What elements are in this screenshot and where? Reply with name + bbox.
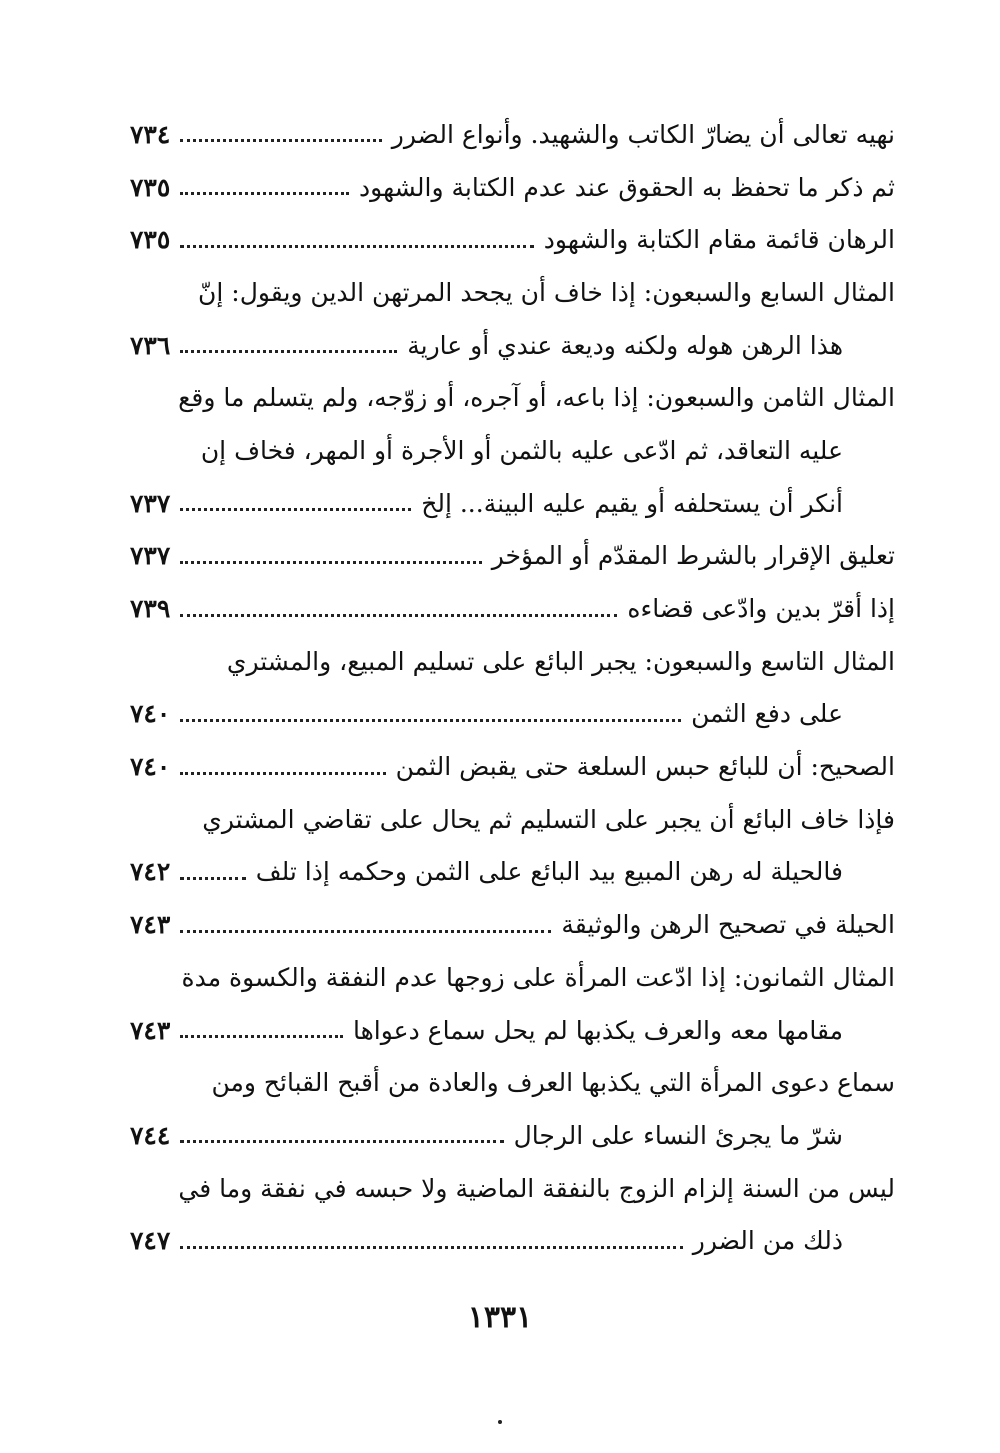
dot-leader <box>180 613 617 617</box>
toc-line <box>130 951 895 1004</box>
toc-entry-title: الصحيح: أن للبائع حبس السلعة حتى يقبض الثمن <box>395 752 895 782</box>
toc-entry-title: ليس من السنة إلزام الزوج بالنفقة الماضية ولا حبسه في نفقة وما في <box>178 1173 895 1203</box>
toc-page-number: ٧٣٥ <box>130 225 171 255</box>
toc-line <box>130 477 895 530</box>
toc-line <box>130 793 895 846</box>
toc-line <box>130 635 895 688</box>
footer-dot <box>498 1420 502 1424</box>
dot-leader <box>180 1139 503 1143</box>
toc-line <box>130 1056 895 1109</box>
toc-line <box>130 424 895 477</box>
toc-entry-title: سماع دعوى المرأة التي يكذبها العرف والعادة من أقبح القبائح ومن <box>211 1068 895 1098</box>
toc-entry-title: نهيه تعالى أن يضارّ الكاتب والشهيد. وأنواع الضرر <box>391 119 895 149</box>
toc-entry-title: تعليق الإقرار بالشرط المقدّم أو المؤخر <box>491 541 895 571</box>
toc-page-number: ٧٣٧ <box>130 541 171 571</box>
toc-line <box>130 1214 895 1267</box>
toc-line <box>130 846 895 899</box>
toc-page-number: ٧٤٢ <box>130 857 171 887</box>
toc-page-number: ٧٤٧ <box>130 1226 171 1256</box>
toc-entry-title: فالحيلة له رهن المبيع بيد البائع على الثمن وحكمه إذا تلف <box>255 857 843 887</box>
toc-line <box>130 1109 895 1162</box>
dot-leader <box>180 1034 343 1038</box>
toc-entry-title: المثال الثامن والسبعون: إذا باعه، أو آجره، أو زوّجه، ولم يتسلم ما وقع <box>178 383 895 413</box>
toc-line <box>130 108 895 161</box>
toc-entry-title: ثم ذكر ما تحفظ به الحقوق عند عدم الكتابة والشهود <box>359 172 895 202</box>
toc-entry-title: عليه التعاقد، ثم ادّعى عليه بالثمن أو الأجرة أو المهر، فخاف إن <box>200 435 843 465</box>
dot-leader <box>180 191 349 195</box>
toc-entry-title: ذلك من الضرر <box>692 1226 843 1256</box>
toc-page-number: ٧٣٩ <box>130 594 171 624</box>
toc-page-number: ٧٣٤ <box>130 119 171 149</box>
toc-line <box>130 371 895 424</box>
toc-entry-title: أنكر أن يستحلفه أو يقيم عليه البينة... إلخ <box>421 488 843 518</box>
dot-leader <box>180 244 533 248</box>
toc-entry-title: المثال التاسع والسبعون: يجبر البائع على تسليم المبيع، والمشتري <box>226 646 895 676</box>
toc-line <box>130 1162 895 1215</box>
toc-page-number: ٧٣٥ <box>130 172 171 202</box>
toc-line <box>130 688 895 741</box>
page-number: ١٣٣١ <box>467 1300 533 1335</box>
table-of-contents <box>130 108 895 1267</box>
dot-leader <box>180 349 397 353</box>
toc-entry-title: فإذا خاف البائع أن يجبر على التسليم ثم يحال على تقاضي المشتري <box>202 804 895 834</box>
dot-leader <box>180 138 381 142</box>
toc-entry-title: الحيلة في تصحيح الرهن والوثيقة <box>561 910 895 940</box>
toc-page-number: ٧٤٠ <box>130 752 171 782</box>
toc-line <box>130 161 895 214</box>
toc-entry-title: الرهان قائمة مقام الكتابة والشهود <box>543 225 895 255</box>
toc-page-number: ٧٤٠ <box>130 699 171 729</box>
dot-leader <box>180 876 245 880</box>
toc-entry-title: المثال السابع والسبعون: إذا خاف أن يجحد المرتهن الدين ويقول: إنّ <box>198 277 895 307</box>
dot-leader <box>180 507 411 511</box>
dot-leader <box>180 560 481 564</box>
toc-line <box>130 266 895 319</box>
toc-line <box>130 582 895 635</box>
toc-entry-title: المثال الثمانون: إذا ادّعت المرأة على زوجها عدم النفقة والكسوة مدة <box>181 962 895 992</box>
toc-line <box>130 1004 895 1057</box>
toc-page-number: ٧٤٣ <box>130 1015 171 1045</box>
toc-line <box>130 213 895 266</box>
toc-entry-title: شرّ ما يجرئ النساء على الرجال <box>513 1120 843 1150</box>
toc-page-number: ٧٤٤ <box>130 1120 171 1150</box>
toc-page-number: ٧٣٦ <box>130 330 171 360</box>
toc-entry-title: على دفع الثمن <box>691 699 843 729</box>
toc-page-number: ٧٤٣ <box>130 910 171 940</box>
toc-line <box>130 319 895 372</box>
dot-leader <box>180 771 385 775</box>
dot-leader <box>180 929 551 933</box>
toc-line <box>130 898 895 951</box>
toc-line <box>130 740 895 793</box>
dot-leader <box>180 718 681 722</box>
toc-entry-title: مقامها معه والعرف يكذبها لم يحل سماع دعواها <box>353 1015 843 1045</box>
dot-leader <box>180 1245 682 1249</box>
toc-entry-title: إذا أقرّ بدين وادّعى قضاءه <box>627 594 895 624</box>
toc-entry-title: هذا الرهن هوله ولكنه وديعة عندي أو عارية <box>407 330 843 360</box>
toc-line <box>130 530 895 583</box>
toc-page-number: ٧٣٧ <box>130 488 171 518</box>
